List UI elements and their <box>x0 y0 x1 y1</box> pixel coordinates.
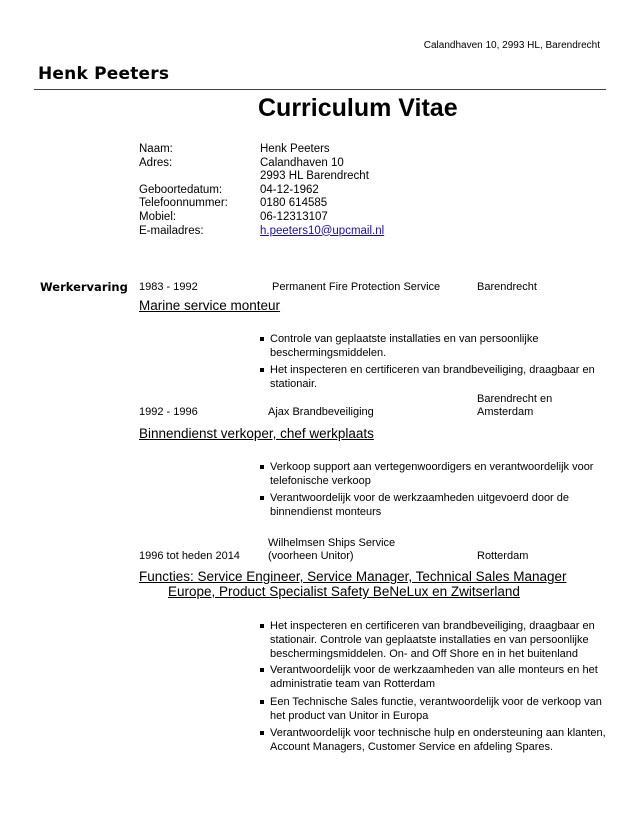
job3-company-line2: (voorheen Unitor) <box>268 550 354 562</box>
label-empty <box>139 170 228 184</box>
bullet-square-icon <box>260 496 264 500</box>
personal-values <box>260 143 384 238</box>
job2-bullet: Verkoop support aan vertegenwoordigers en verantwoordelijk voor telefonische verkoop <box>258 461 608 489</box>
job3-bullet: Verantwoordelijk voor technische hulp en ondersteuning aan klanten, Account Managers, Customer Service en afdeling Spares. <box>258 727 608 755</box>
personal-labels <box>139 143 228 238</box>
bullet-square-icon <box>260 368 264 372</box>
bullet-square-icon <box>260 731 264 735</box>
job1-title: Marine service monteur <box>139 298 281 313</box>
value-mobiel: 06-12313107 <box>260 210 328 223</box>
page-title: Curriculum Vitae <box>258 94 458 122</box>
label-adres: Adres: <box>139 156 173 169</box>
job3-title-line2: Europe, Product Specialist Safety BeNeLux en Zwitserland <box>168 584 520 599</box>
job2-title: Binnendienst verkoper, chef werkplaats <box>139 426 374 441</box>
section-label-werkervaring: Werkervaring <box>40 280 128 294</box>
value-telefoon: 0180 614585 <box>260 197 328 210</box>
job1-location: Barendrecht <box>477 281 537 293</box>
job3-bullet: Verantwoordelijk voor de werkzaamheden van alle monteurs en het administratie team van Rotterdam <box>258 664 608 692</box>
value-adres-city: 2993 HL Barendrecht <box>260 170 369 183</box>
label-naam: Naam: <box>139 143 173 155</box>
label-telefoon: Telefoonnummer: <box>139 197 228 210</box>
bullet-square-icon <box>260 465 264 469</box>
job1-bullet: Controle van geplaatste installaties en van persoonlijke beschermingsmiddelen. <box>258 333 608 361</box>
job3-period: 1996 tot heden 2014 <box>139 550 240 562</box>
job1-company: Permanent Fire Protection Service <box>272 281 441 293</box>
job3-company-line1: Wilhelmsen Ships Service <box>268 537 396 549</box>
job1-period: 1983 - 1992 <box>139 281 198 293</box>
bullet-square-icon <box>260 700 264 704</box>
job2-company: Ajax Brandbeveiliging <box>268 406 374 418</box>
job3-location: Rotterdam <box>477 550 529 562</box>
value-geboortedatum: 04-12-1962 <box>260 183 319 196</box>
bullet-square-icon <box>260 668 264 672</box>
job3-bullet: Een Technische Sales functie, verantwoordelijk voor de verkoop van het product van Unitor in Europa <box>258 696 608 724</box>
label-email: E-mailadres: <box>139 224 204 237</box>
email-link[interactable]: h.peeters10@upcmail.nl <box>260 224 385 237</box>
value-naam: Henk Peeters <box>260 143 330 155</box>
job2-period: 1992 - 1996 <box>139 406 198 418</box>
bullet-square-icon <box>260 624 264 628</box>
job2-location-line2: Amsterdam <box>477 406 534 418</box>
bullet-square-icon <box>260 337 264 341</box>
header-name: Henk Peeters <box>38 64 170 84</box>
job1-bullet: Het inspecteren en certificeren van brandbeveiliging, draagbaar en stationair. <box>258 364 608 392</box>
job2-bullet: Verantwoordelijk voor de werkzaamheden uitgevoerd door de binnendienst monteurs <box>258 492 608 520</box>
header-address: Calandhaven 10, 2993 HL, Barendrecht <box>423 40 600 51</box>
job2-location-line1: Barendrecht en <box>477 393 553 405</box>
label-geboortedatum: Geboortedatum: <box>139 183 223 196</box>
label-mobiel: Mobiel: <box>139 210 177 223</box>
value-adres-street: Calandhaven 10 <box>260 156 344 169</box>
job3-bullet: Het inspecteren en certificeren van brandbeveiliging, draagbaar en stationair. Controle van geplaatste installaties en van persoonlijke beschermingsmiddelen. On- and Off Shore en in het buitenland <box>258 620 608 661</box>
job3-title-line1: Functies: Service Engineer, Service Manager, Technical Sales Manager <box>139 569 567 584</box>
header-divider <box>34 89 606 90</box>
